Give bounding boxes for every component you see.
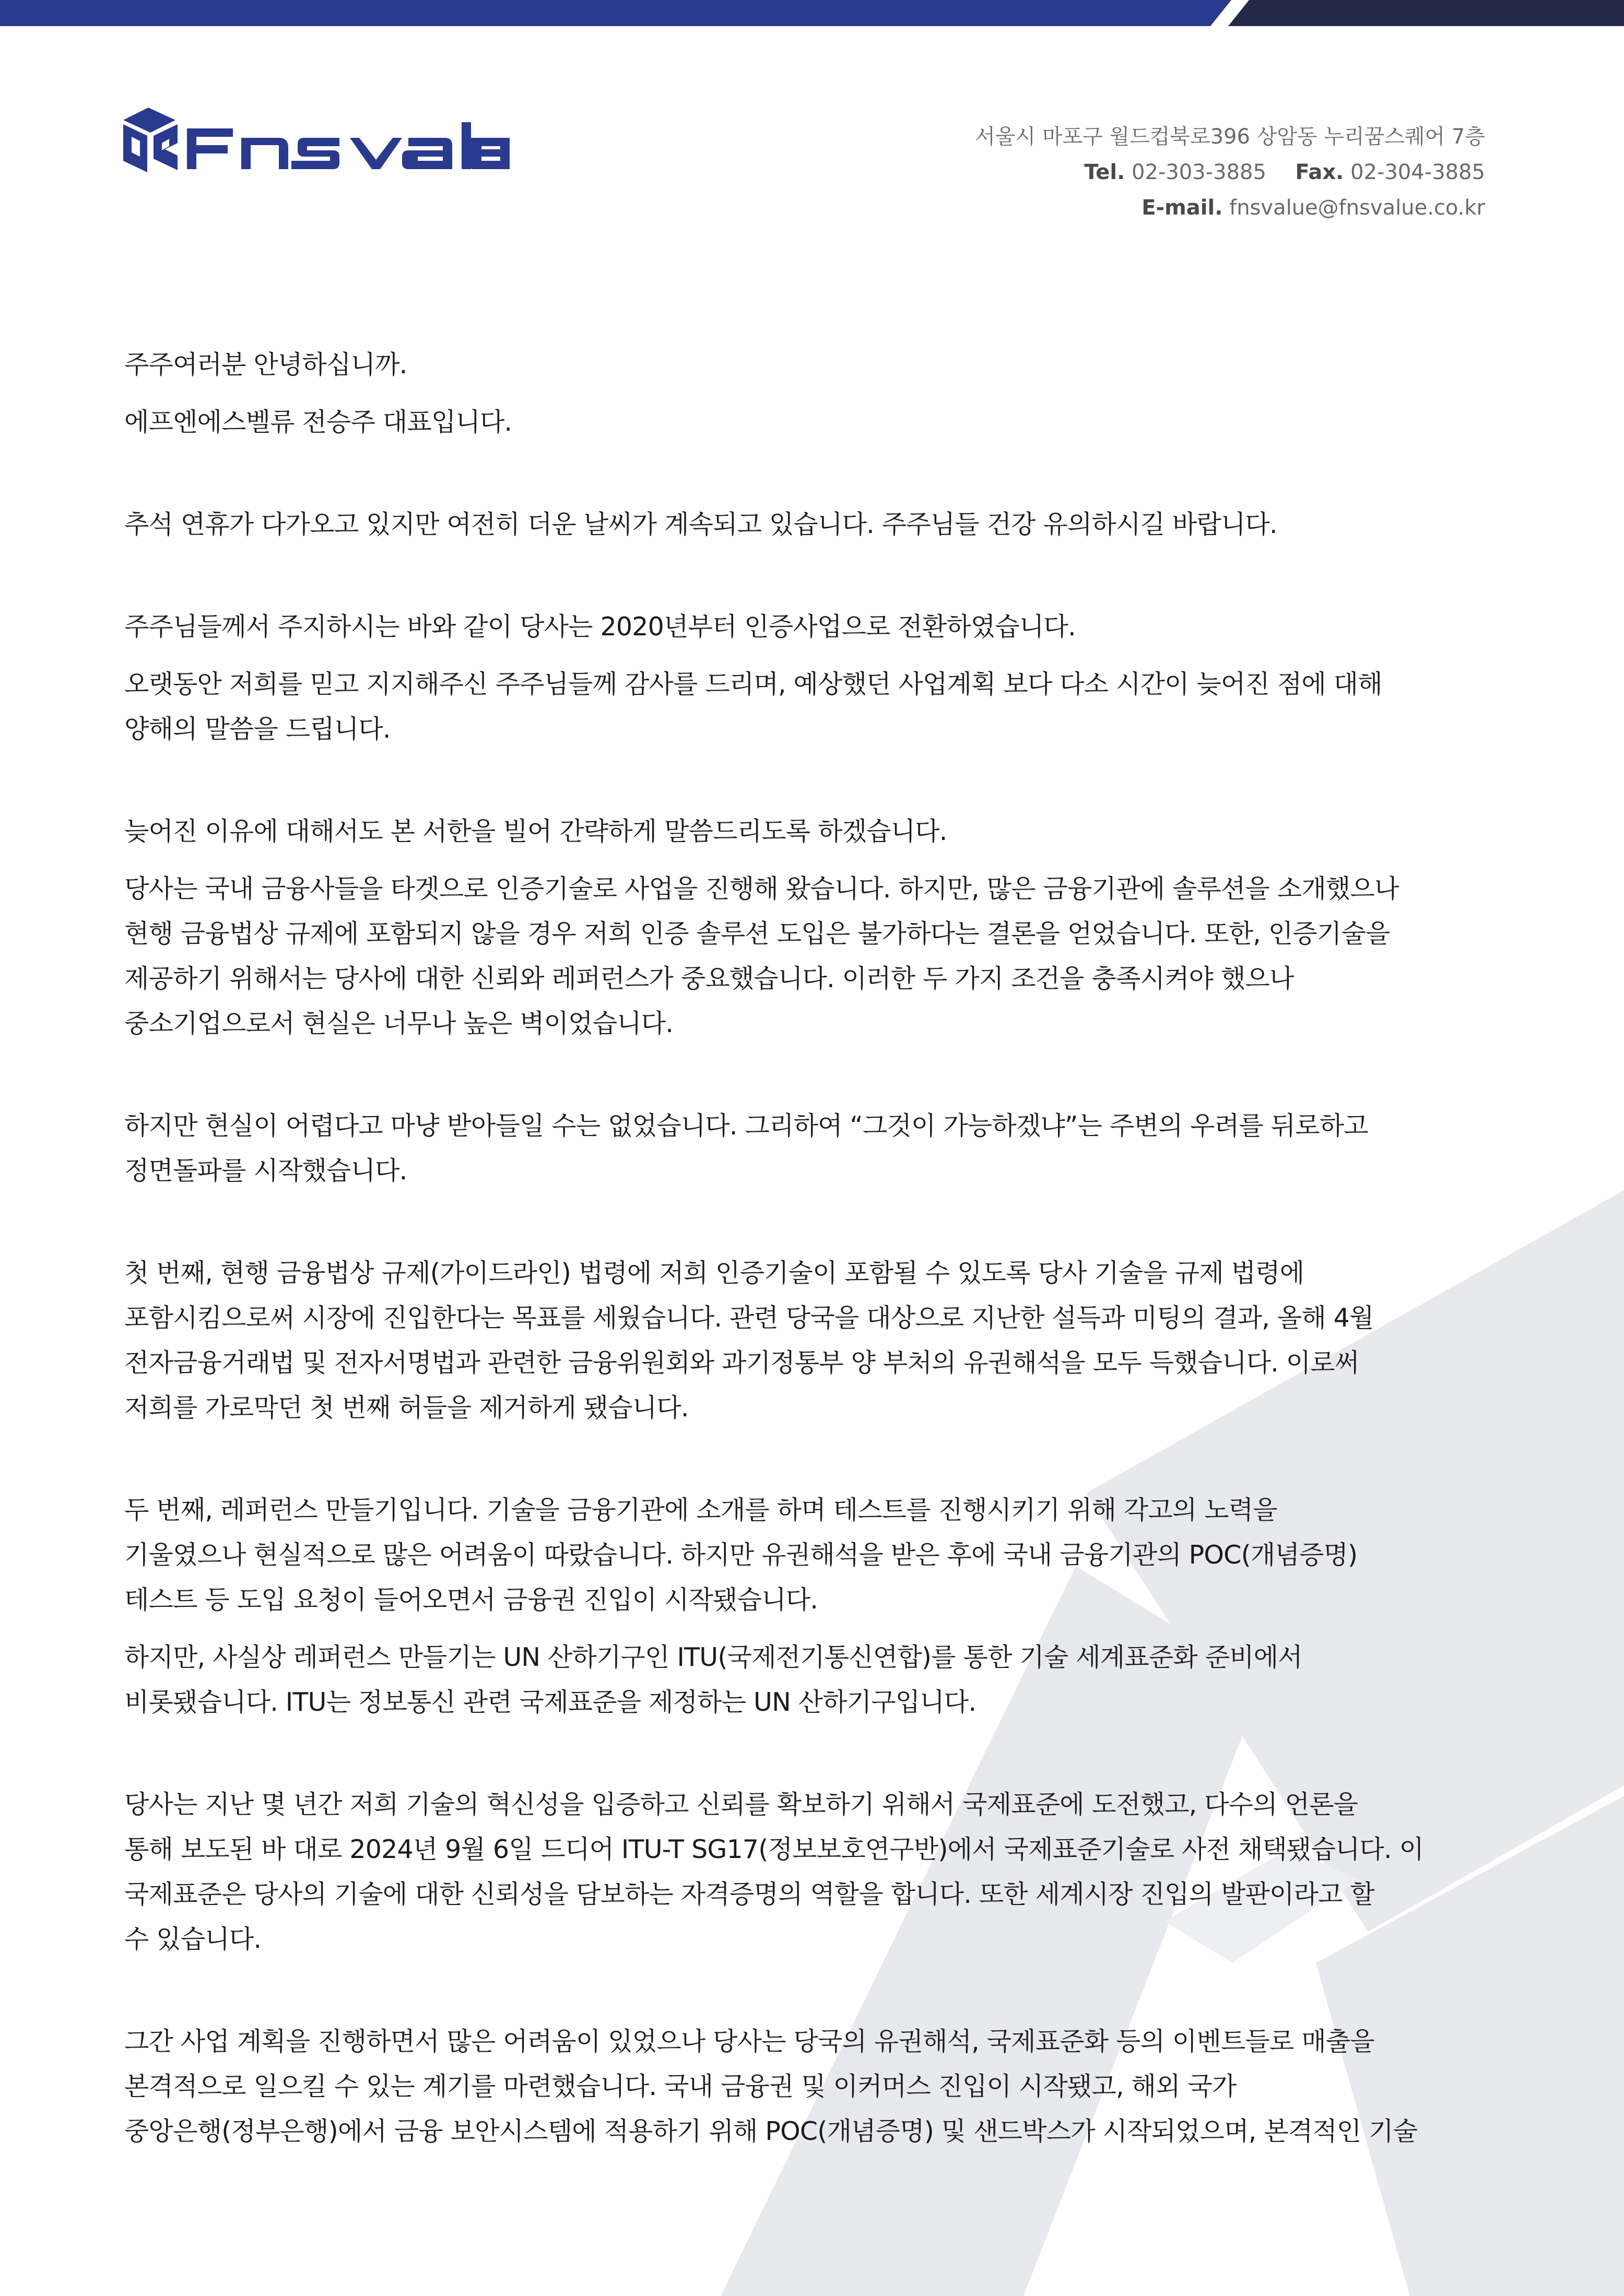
logo-wordmark — [187, 122, 510, 169]
paragraph-international-standard: 당사는 지난 몇 년간 저희 기술의 혁신성을 입증하고 신뢰를 확보하기 위해서 국제표준에 도전했고, 다수의 언론을 통해 보도된 바 대로 2024년 9월 6일 드디어 ITU-T SG17(정보보호연구반)에서 국제표준기술로 사전 채택됐습니다. 이 국제표준은 당사의 기술에 대한 신뢰성을 담보하는 자격증명의 역할을 합니다. 또한 세계시장 진입의 발판이라고 할 수 있습니다. — [124, 1790, 1424, 1954]
paragraph-apology: 오랫동안 저희를 믿고 지지해주신 주주님들께 감사를 드리며, 예상했던 사업계획 보다 다소 시간이 늦어진 점에 대해 양해의 말씀을 드립니다. — [124, 669, 1382, 744]
company-logo — [123, 106, 510, 174]
tel-label: Tel. — [1084, 160, 1125, 184]
phone-fax-line — [858, 155, 1485, 190]
greeting: 주주여러분 안녕하십니까. — [124, 350, 407, 380]
contact-block — [858, 119, 1485, 226]
company-address: 서울시 마포구 월드컵북로396 상암동 누리꿈스퀘어 7층 — [975, 125, 1485, 149]
paragraph-business-transition: 주주님들께서 주지하시는 바와 같이 당사는 2020년부터 인증사업으로 전환하였습니다. — [124, 612, 1076, 642]
paragraph-delay-reason-intro: 늦어진 이유에 대해서도 본 서한을 빌어 간략하게 말씀드리도록 하겠습니다. — [124, 816, 947, 846]
email-label: E-mail. — [1141, 196, 1223, 220]
tel-number: 02-303-3885 — [1132, 160, 1266, 184]
introduction: 에프엔에스벨류 전승주 대표입니다. — [124, 407, 512, 437]
letter-body — [124, 342, 1513, 2167]
logo-cube-icon — [123, 108, 178, 172]
paragraph-delay-reason: 당사는 국내 금융사들을 타겟으로 인증기술로 사업을 진행해 왔습니다. 하지만, 많은 금융기관에 솔루션을 소개했으나 현행 금융법상 규제에 포함되지 않을 경우 저희 인증 솔루션 도입은 불가하다는 결론을 얻었습니다. 또한, 인증기술을 제공하기 위해서는 당사에 대한 신뢰와 레퍼런스가 중요했습니다. 이러한 두 가지 조건을 충족시켜야 했으나 중소기업으로서 현실은 너무나 높은 벽이었습니다. — [124, 874, 1399, 1038]
fax-number: 02-304-3885 — [1350, 160, 1485, 184]
paragraph-breakthrough: 하지만 현실이 어렵다고 마냥 받아들일 수는 없었습니다. 그리하여 “그것이 가능하겠냐”는 주변의 우려를 뒤로하고 정면돌파를 시작했습니다. — [124, 1111, 1368, 1186]
email-line — [858, 190, 1485, 226]
paragraph-outlook: 그간 사업 계획을 진행하면서 많은 어려움이 있었으나 당사는 당국의 유권해석, 국제표준화 등의 이벤트들로 매출을 본격적으로 일으킬 수 있는 계기를 마련했습니다. 국내 금융권 및 이커머스 진입이 시작됐고, 해외 국가 중앙은행(정부은행)에서 금융 보안시스템에 적용하기 위해 POC(개념증명) 및 샌드박스가 시작되었으며, 본격적인 기술 — [124, 2027, 1418, 2146]
fax-label: Fax. — [1295, 160, 1344, 184]
paragraph-second-goal: 두 번째, 레퍼런스 만들기입니다. 기술을 금융기관에 소개를 하며 테스트를 진행시키기 위해 각고의 노력을 기울였으나 현실적으로 많은 어려움이 따랐습니다. 하지만 유권해석을 받은 후에 국내 금융기관의 POC(개념증명) 테스트 등 도입 요청이 들어오면서 금융권 진입이 시작됐습니다. — [124, 1495, 1358, 1615]
paragraph-first-goal: 첫 번째, 현행 금융법상 규제(가이드라인) 법령에 저희 인증기술이 포함될 수 있도록 당사 기술을 규제 법령에 포함시킴으로써 시장에 진입한다는 목표를 세웠습니다. 관련 당국을 대상으로 지난한 설득과 미팅의 결과, 올해 4월 전자금융거래법 및 전자서명법과 관련한 금융위원회와 과기정통부 양 부처의 유권해석을 모두 득했습니다. 이로써 저희를 가로막던 첫 번째 허들을 제거하게 됐습니다. — [124, 1258, 1374, 1423]
paragraph-itu: 하지만, 사실상 레퍼런스 만들기는 UN 산하기구인 ITU(국제전기통신연합)를 통한 기술 세계표준화 준비에서 비롯됐습니다. ITU는 정보통신 관련 국제표준을 제정하는 UN 산하기구입니다. — [124, 1642, 1302, 1717]
email-address: fnsvalue@fnsvalue.co.kr — [1229, 196, 1485, 220]
seasonal-greeting: 추석 연휴가 다가오고 있지만 여전히 더운 날씨가 계속되고 있습니다. 주주님들 건강 유의하시길 바랍니다. — [124, 510, 1277, 539]
